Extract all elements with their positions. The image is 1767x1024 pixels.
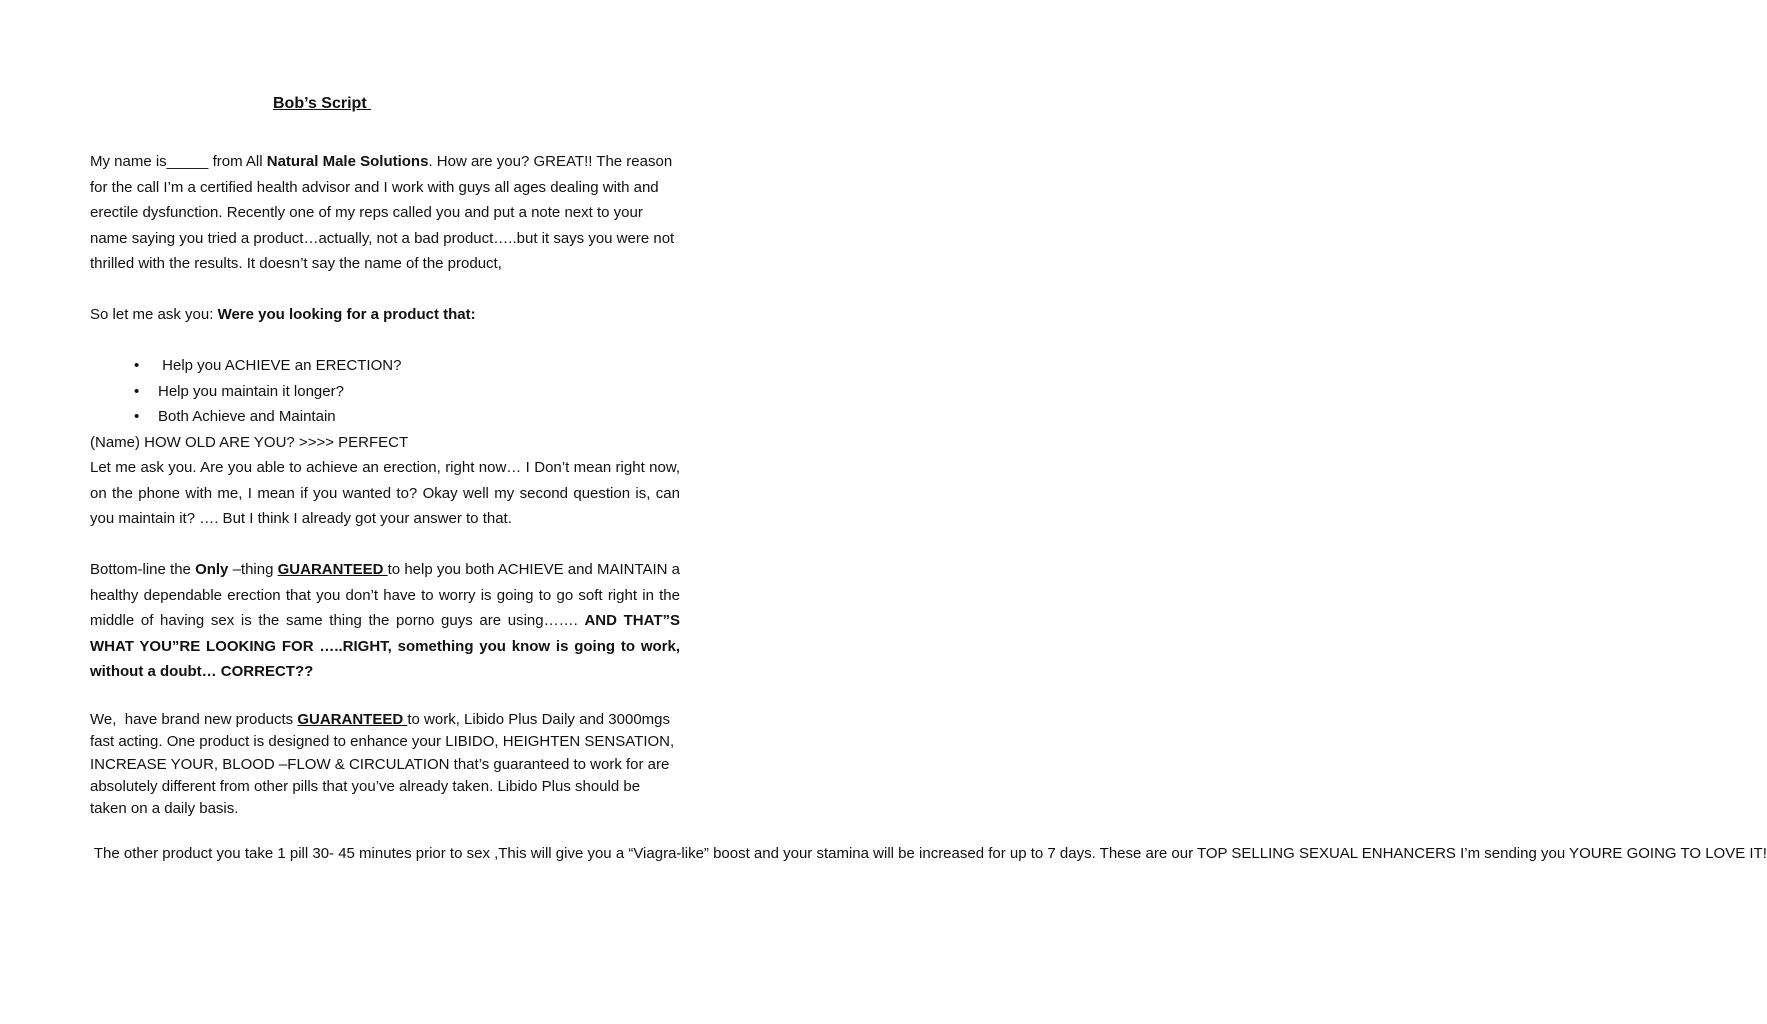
bullet-icon: •: [134, 408, 140, 425]
bullet-icon: •: [134, 357, 140, 374]
list-item: • Help you ACHIEVE an ERECTION?: [90, 353, 680, 379]
age-question-line: (Name) HOW OLD ARE YOU? >>>> PERFECT: [90, 434, 409, 451]
question-lead: So let me ask you:: [90, 306, 218, 323]
other-product-paragraph: The other product you take 1 pill 30- 45 minutes prior to sex ,This will give you a “Viagra-like” boost and your stamina will be increased for up to 7 days. These are our TOP SELLING SEXUAL ENHANCERS I’m sending you YOURE GOING TO LOVE IT!: [90, 845, 1767, 862]
intro-text-rest: . How are you? GREAT!! The reason for the call I’m a certified health advisor and I work with guys all ages dealing with and erectile dysfunction. Recently one of my reps called you and put a note next to your name saying you tried a product…actually, not a bad product…..but it says you were not thrilled with the results. It doesn’t say the name of the product,: [90, 153, 675, 272]
company-name: Natural Male Solutions: [266, 153, 429, 170]
new-products-paragraph: We, have brand new products GUARANTEED to work, Libido Plus Daily and 3000mgs fast acting. One product is designed to enhance your LIBIDO, HEIGHTEN SENSATION, INCREASE YOUR, BLOOD –FLOW & CIRCULATION that’s guaranteed to work for are absolutely different from other pills that you’ve already taken. Libido Plus should be taken on a daily basis.: [90, 711, 675, 818]
closing-emphasis: AND THAT”S WHAT YOU”RE LOOKING FOR …..RIGHT, something you know is going to work, without a doubt… CORRECT??: [90, 612, 681, 680]
intro-text-start: My name is_____ from All: [90, 153, 267, 170]
bottom-line-paragraph: Bottom-line the Only –thing GUARANTEED to help you both ACHIEVE and MAINTAIN a healthy dependable erection that you don’t have to worry is going to go soft right in the middle of having sex is the same thing the porno guys are using……. AND THAT”S WHAT YOU”RE LOOKING FOR …..RIGHT, something you know is going to work, without a doubt… CORRECT??: [90, 561, 681, 680]
product-needs-list: [90, 353, 680, 430]
only-emphasis: Only: [195, 561, 229, 578]
erection-question-paragraph: Let me ask you. Are you able to achieve an erection, right now… I Don’t mean right now, on the phone with me, I mean if you wanted to? Okay well my second question is, can you maintain it? …. But I think I already got your answer to that.: [90, 459, 680, 527]
document-title: Bob’s Script: [273, 95, 372, 112]
list-item: • Both Achieve and Maintain: [90, 404, 680, 430]
intro-paragraph: [90, 149, 680, 277]
bullet-icon: •: [134, 382, 140, 400]
list-item: • Help you maintain it longer?: [90, 379, 680, 405]
guaranteed-emphasis: GUARANTEED: [297, 711, 408, 728]
question-bold: Were you looking for a product that:: [217, 306, 476, 323]
question-paragraph: [90, 302, 680, 328]
guaranteed-emphasis: GUARANTEED: [277, 561, 388, 578]
